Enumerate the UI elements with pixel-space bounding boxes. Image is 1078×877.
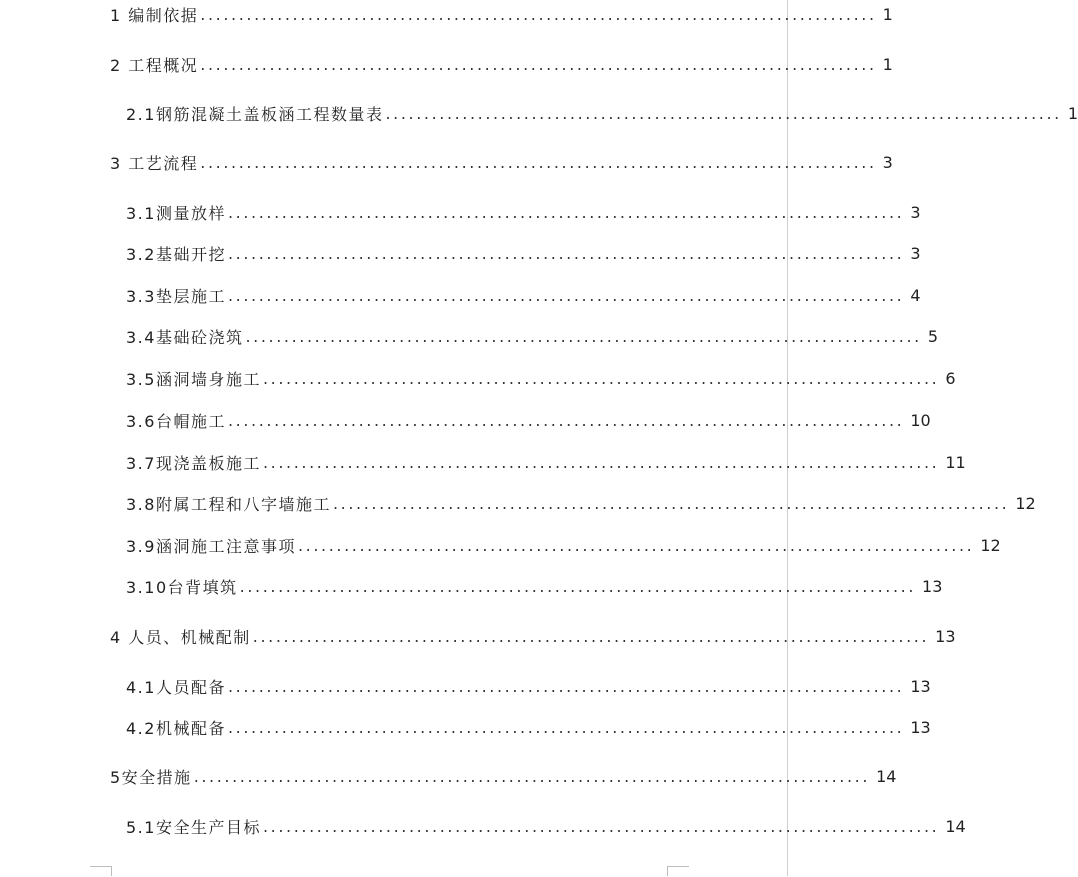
toc-leader: ........................................................................................ bbox=[227, 202, 905, 222]
toc-entry-3-4[interactable] bbox=[126, 325, 939, 347]
toc-title: 3.4基础砼浇筑 bbox=[126, 327, 244, 347]
toc-leader: ........................................................................................ bbox=[227, 676, 905, 696]
toc-page-number: 3 bbox=[910, 202, 921, 222]
toc-title: 1 编制依据 bbox=[110, 5, 199, 25]
toc-title: 3 工艺流程 bbox=[110, 153, 199, 173]
toc-page-number: 13 bbox=[922, 576, 943, 596]
toc-title: 4.1人员配备 bbox=[126, 677, 226, 697]
toc-entry-5[interactable] bbox=[110, 765, 897, 787]
toc-entry-3-9[interactable] bbox=[126, 534, 1001, 556]
toc-leader: ........................................................................................ bbox=[200, 4, 877, 24]
toc-title: 4 人员、机械配制 bbox=[110, 627, 251, 647]
toc-title: 3.10台背填筑 bbox=[126, 577, 238, 597]
toc-leader: ........................................................................................ bbox=[252, 626, 930, 646]
toc-entry-5-1[interactable] bbox=[126, 815, 966, 837]
toc-leader: ........................................................................................ bbox=[332, 493, 1010, 513]
toc-page-number: 14 bbox=[876, 766, 897, 786]
toc-leader: ........................................................................................ bbox=[385, 103, 1062, 123]
toc-leader: ........................................................................................ bbox=[227, 243, 905, 263]
toc-title: 3.6台帽施工 bbox=[126, 411, 226, 431]
toc-entry-3-1[interactable] bbox=[126, 201, 921, 223]
toc-leader: ........................................................................................ bbox=[262, 816, 940, 836]
toc-title: 3.7现浇盖板施工 bbox=[126, 453, 261, 473]
toc-title: 3.2基础开挖 bbox=[126, 244, 226, 264]
toc-leader: ........................................................................................ bbox=[297, 535, 975, 555]
toc-leader: ........................................................................................ bbox=[193, 766, 871, 786]
toc-page-number: 1 bbox=[1067, 103, 1078, 123]
toc-title: 4.2机械配备 bbox=[126, 718, 226, 738]
toc-leader: ........................................................................................ bbox=[200, 152, 877, 172]
toc-page-number: 5 bbox=[927, 326, 939, 346]
toc-leader: ........................................................................................ bbox=[227, 717, 905, 737]
toc-page-number: 6 bbox=[945, 368, 956, 388]
toc-entry-3-7[interactable] bbox=[126, 451, 966, 473]
toc-page-number: 10 bbox=[910, 410, 931, 430]
toc-page-number: 14 bbox=[945, 816, 966, 836]
toc-page-number: 3 bbox=[882, 152, 893, 172]
toc-page-number: 3 bbox=[910, 243, 921, 263]
toc-title: 2.1钢筋混凝土盖板涵工程数量表 bbox=[126, 104, 384, 124]
toc-page-number: 1 bbox=[882, 54, 893, 74]
toc-page-number: 1 bbox=[882, 4, 893, 24]
toc-title: 3.1测量放样 bbox=[126, 203, 226, 223]
toc-entry-4-2[interactable] bbox=[126, 716, 931, 738]
margin-corner-mark-right bbox=[667, 866, 689, 877]
toc-leader: ........................................................................................ bbox=[239, 576, 917, 596]
toc-entry-4[interactable] bbox=[110, 625, 956, 647]
toc-entry-1[interactable] bbox=[110, 3, 893, 25]
toc-leader: ........................................................................................ bbox=[227, 410, 905, 430]
toc-page-number: 12 bbox=[980, 535, 1001, 555]
toc-entry-3-10[interactable] bbox=[126, 575, 943, 597]
toc-title: 3.8附属工程和八字墙施工 bbox=[126, 494, 331, 514]
toc-page-number: 13 bbox=[910, 676, 931, 696]
toc-page-number: 13 bbox=[935, 626, 956, 646]
toc-leader: ........................................................................................ bbox=[262, 368, 940, 388]
toc-entry-3-2[interactable] bbox=[126, 242, 921, 264]
toc-title: 3.5涵洞墙身施工 bbox=[126, 369, 261, 389]
toc-leader: ........................................................................................ bbox=[262, 452, 940, 472]
toc-title: 5.1安全生产目标 bbox=[126, 817, 261, 837]
toc-entry-2[interactable] bbox=[110, 53, 893, 75]
margin-corner-mark-left bbox=[90, 866, 112, 877]
toc-title: 3.9涵洞施工注意事项 bbox=[126, 536, 296, 556]
toc-entry-3-8[interactable] bbox=[126, 492, 1036, 514]
toc-entry-2-1[interactable] bbox=[126, 102, 1078, 124]
toc-entry-4-1[interactable] bbox=[126, 675, 931, 697]
toc-page-number: 13 bbox=[910, 717, 931, 737]
toc-entry-3-6[interactable] bbox=[126, 409, 931, 431]
toc-entry-3-5[interactable] bbox=[126, 367, 956, 389]
toc-entry-3[interactable] bbox=[110, 151, 893, 173]
toc-leader: ........................................................................................ bbox=[227, 285, 905, 305]
toc-leader: ........................................................................................ bbox=[245, 326, 922, 346]
toc-title: 3.3垫层施工 bbox=[126, 286, 226, 306]
toc-page-number: 4 bbox=[910, 285, 921, 305]
toc-leader: ........................................................................................ bbox=[200, 54, 877, 74]
toc-title: 5安全措施 bbox=[110, 767, 192, 787]
toc-page-number: 11 bbox=[945, 452, 966, 472]
toc-title: 2 工程概况 bbox=[110, 55, 199, 75]
toc-page-number: 12 bbox=[1015, 493, 1036, 513]
toc-entry-3-3[interactable] bbox=[126, 284, 921, 306]
